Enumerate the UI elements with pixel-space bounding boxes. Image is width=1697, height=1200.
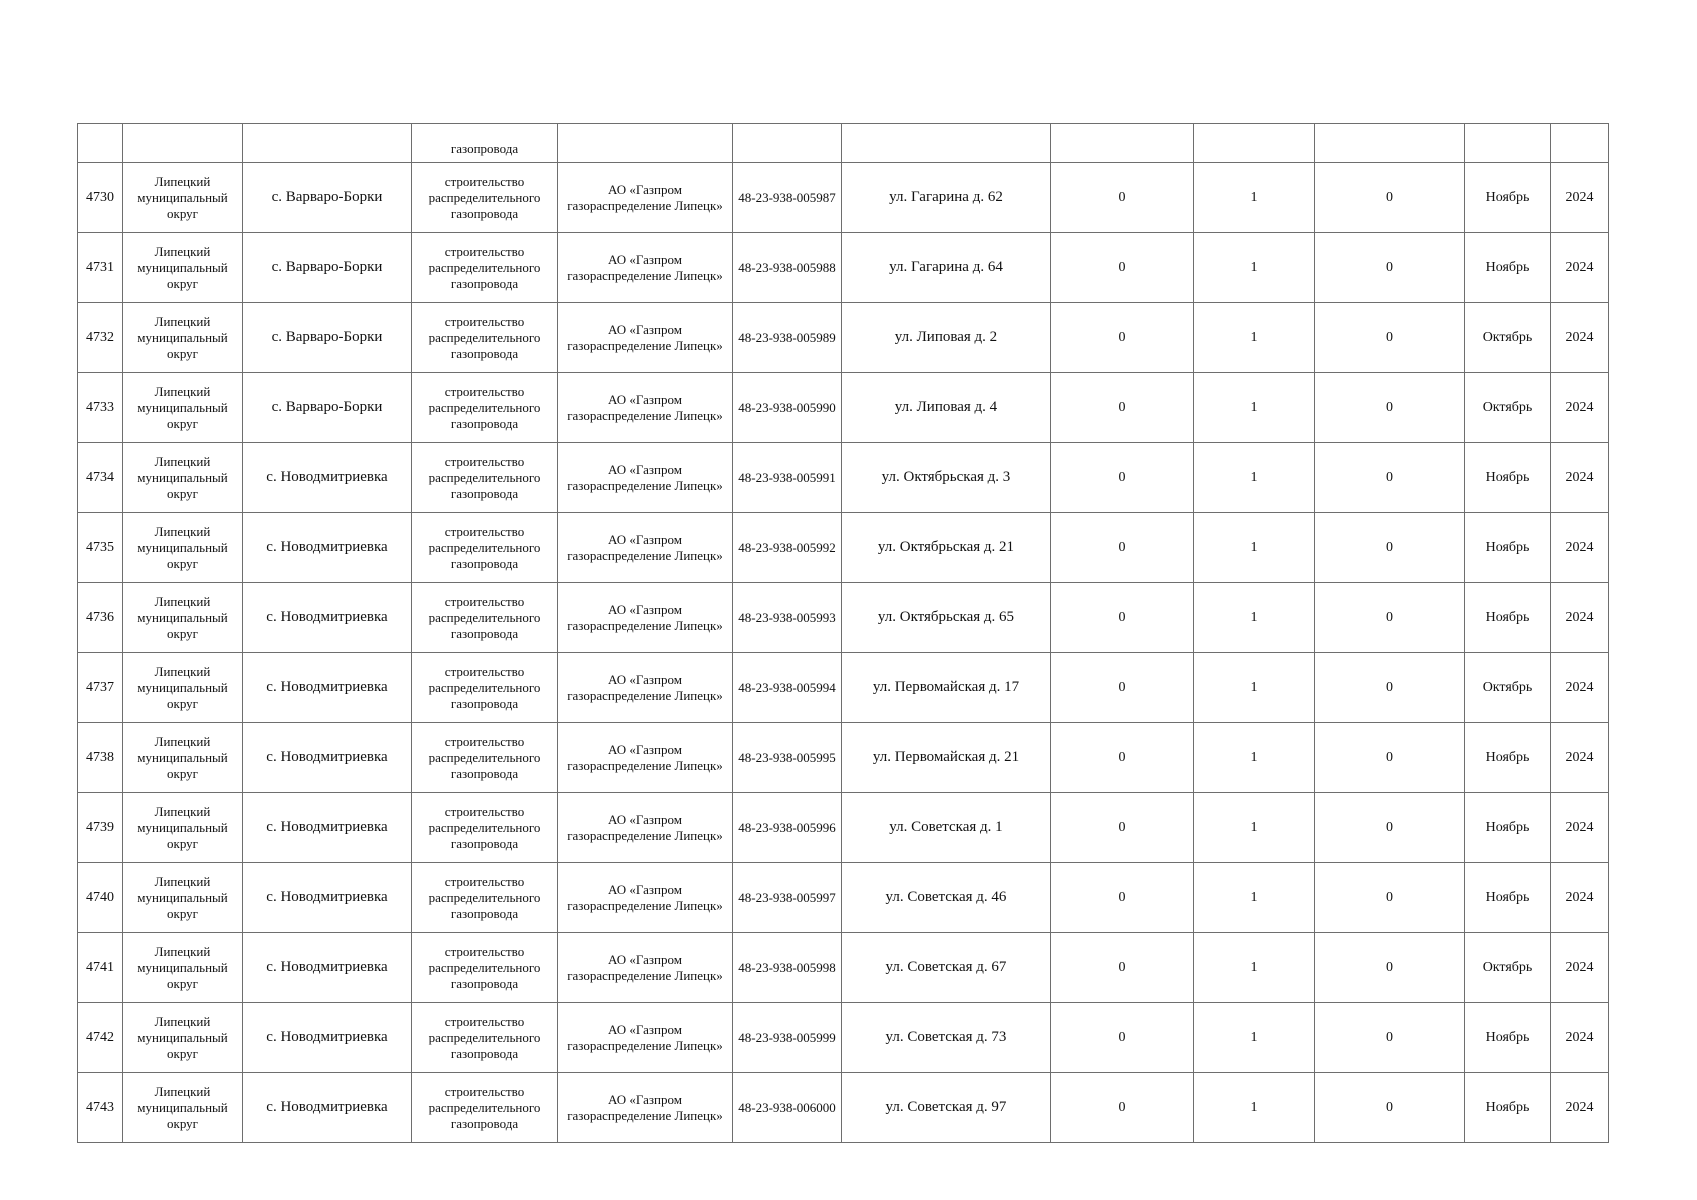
cell-value-1: 0 xyxy=(1051,163,1194,233)
cell-code: 48-23-938-005992 xyxy=(733,513,842,583)
cell-value-2 xyxy=(1194,124,1315,163)
cell-value-1: 0 xyxy=(1051,583,1194,653)
cell-address: ул. Октябрьская д. 21 xyxy=(842,513,1051,583)
cell-value-3: 0 xyxy=(1315,443,1465,513)
cell-code: 48-23-938-005989 xyxy=(733,303,842,373)
cell-settlement: с. Новодмитриевка xyxy=(243,933,412,1003)
cell-year: 2024 xyxy=(1551,723,1609,793)
cell-address: ул. Липовая д. 2 xyxy=(842,303,1051,373)
cell-value-3: 0 xyxy=(1315,163,1465,233)
cell-value-3: 0 xyxy=(1315,303,1465,373)
cell-district: Липецкий муниципальный округ xyxy=(123,933,243,1003)
cell-address: ул. Октябрьская д. 3 xyxy=(842,443,1051,513)
cell-no: 4730 xyxy=(78,163,123,233)
cell-settlement: с. Новодмитриевка xyxy=(243,793,412,863)
cell-value-1: 0 xyxy=(1051,233,1194,303)
cell-no: 4737 xyxy=(78,653,123,723)
cell-work-type: строительство распределительного газопровода xyxy=(412,1003,558,1073)
cell-value-1: 0 xyxy=(1051,653,1194,723)
cell-district xyxy=(123,124,243,163)
cell-organization xyxy=(558,124,733,163)
cell-value-1: 0 xyxy=(1051,513,1194,583)
cell-value-3 xyxy=(1315,124,1465,163)
table-row xyxy=(78,723,1609,793)
cell-value-3: 0 xyxy=(1315,373,1465,443)
cell-work-type: строительство распределительного газопровода xyxy=(412,513,558,583)
cell-work-type: строительство распределительного газопровода xyxy=(412,233,558,303)
cell-code: 48-23-938-005991 xyxy=(733,443,842,513)
cell-code: 48-23-938-005990 xyxy=(733,373,842,443)
cell-year: 2024 xyxy=(1551,583,1609,653)
cell-value-2: 1 xyxy=(1194,793,1315,863)
cell-organization: АО «Газпром газораспределение Липецк» xyxy=(558,303,733,373)
cell-month: Октябрь xyxy=(1465,653,1551,723)
cell-value-1: 0 xyxy=(1051,443,1194,513)
cell-month: Ноябрь xyxy=(1465,793,1551,863)
cell-value-1: 0 xyxy=(1051,303,1194,373)
cell-settlement: с. Новодмитриевка xyxy=(243,1003,412,1073)
cell-organization: АО «Газпром газораспределение Липецк» xyxy=(558,863,733,933)
cell-address: ул. Советская д. 1 xyxy=(842,793,1051,863)
cell-organization: АО «Газпром газораспределение Липецк» xyxy=(558,933,733,1003)
table-row xyxy=(78,1003,1609,1073)
cell-year: 2024 xyxy=(1551,863,1609,933)
cell-settlement: с. Новодмитриевка xyxy=(243,723,412,793)
cell-year: 2024 xyxy=(1551,513,1609,583)
cell-value-2: 1 xyxy=(1194,1003,1315,1073)
cell-work-type: строительство распределительного газопровода xyxy=(412,583,558,653)
cell-year: 2024 xyxy=(1551,163,1609,233)
cell-work-type: строительство распределительного газопровода xyxy=(412,303,558,373)
cell-work-type: строительство распределительного газопровода xyxy=(412,163,558,233)
table-row xyxy=(78,653,1609,723)
cell-value-3: 0 xyxy=(1315,863,1465,933)
cell-value-1: 0 xyxy=(1051,1073,1194,1143)
cell-month: Октябрь xyxy=(1465,303,1551,373)
cell-year: 2024 xyxy=(1551,1003,1609,1073)
cell-organization: АО «Газпром газораспределение Липецк» xyxy=(558,1003,733,1073)
cell-district: Липецкий муниципальный округ xyxy=(123,863,243,933)
cell-settlement: с. Новодмитриевка xyxy=(243,1073,412,1143)
cell-month: Ноябрь xyxy=(1465,443,1551,513)
cell-settlement: с. Новодмитриевка xyxy=(243,863,412,933)
cell-organization: АО «Газпром газораспределение Липецк» xyxy=(558,163,733,233)
cell-value-1: 0 xyxy=(1051,373,1194,443)
cell-district: Липецкий муниципальный округ xyxy=(123,163,243,233)
cell-month: Октябрь xyxy=(1465,933,1551,1003)
cell-year: 2024 xyxy=(1551,443,1609,513)
cell-value-3: 0 xyxy=(1315,653,1465,723)
cell-code: 48-23-938-005998 xyxy=(733,933,842,1003)
cell-organization: АО «Газпром газораспределение Липецк» xyxy=(558,443,733,513)
cell-district: Липецкий муниципальный округ xyxy=(123,303,243,373)
cell-district: Липецкий муниципальный округ xyxy=(123,583,243,653)
table-row xyxy=(78,793,1609,863)
table-row xyxy=(78,583,1609,653)
cell-year: 2024 xyxy=(1551,793,1609,863)
cell-address: ул. Первомайская д. 21 xyxy=(842,723,1051,793)
cell-organization: АО «Газпром газораспределение Липецк» xyxy=(558,373,733,443)
cell-month: Ноябрь xyxy=(1465,1003,1551,1073)
cell-value-2: 1 xyxy=(1194,723,1315,793)
cell-year: 2024 xyxy=(1551,653,1609,723)
cell-month: Ноябрь xyxy=(1465,583,1551,653)
cell-value-2: 1 xyxy=(1194,163,1315,233)
cell-organization: АО «Газпром газораспределение Липецк» xyxy=(558,723,733,793)
cell-code: 48-23-938-005995 xyxy=(733,723,842,793)
cell-organization: АО «Газпром газораспределение Липецк» xyxy=(558,1073,733,1143)
cell-value-2: 1 xyxy=(1194,233,1315,303)
cell-work-type: строительство распределительного газопровода xyxy=(412,793,558,863)
cell-settlement: с. Варваро-Борки xyxy=(243,303,412,373)
cell-no: 4743 xyxy=(78,1073,123,1143)
cell-district: Липецкий муниципальный округ xyxy=(123,793,243,863)
cell-year: 2024 xyxy=(1551,373,1609,443)
cell-work-type: строительство распределительного газопровода xyxy=(412,863,558,933)
cell-district: Липецкий муниципальный округ xyxy=(123,513,243,583)
cell-no: 4735 xyxy=(78,513,123,583)
cell-no: 4739 xyxy=(78,793,123,863)
cell-code: 48-23-938-005988 xyxy=(733,233,842,303)
cell-no: 4731 xyxy=(78,233,123,303)
cell-organization: АО «Газпром газораспределение Липецк» xyxy=(558,653,733,723)
cell-organization: АО «Газпром газораспределение Липецк» xyxy=(558,793,733,863)
cell-year xyxy=(1551,124,1609,163)
cell-no: 4740 xyxy=(78,863,123,933)
cell-organization: АО «Газпром газораспределение Липецк» xyxy=(558,583,733,653)
cell-value-3: 0 xyxy=(1315,1003,1465,1073)
cell-address xyxy=(842,124,1051,163)
cell-address: ул. Гагарина д. 64 xyxy=(842,233,1051,303)
cell-value-3: 0 xyxy=(1315,723,1465,793)
table-row xyxy=(78,303,1609,373)
cell-month: Ноябрь xyxy=(1465,163,1551,233)
cell-work-type: строительство распределительного газопровода xyxy=(412,443,558,513)
cell-settlement: с. Варваро-Борки xyxy=(243,373,412,443)
cell-value-1: 0 xyxy=(1051,933,1194,1003)
cell-settlement: с. Новодмитриевка xyxy=(243,583,412,653)
table-row xyxy=(78,233,1609,303)
table-row xyxy=(78,863,1609,933)
cell-month: Ноябрь xyxy=(1465,513,1551,583)
cell-value-2: 1 xyxy=(1194,373,1315,443)
cell-value-2: 1 xyxy=(1194,303,1315,373)
cell-address: ул. Липовая д. 4 xyxy=(842,373,1051,443)
cell-year: 2024 xyxy=(1551,1073,1609,1143)
cell-month xyxy=(1465,124,1551,163)
cell-address: ул. Гагарина д. 62 xyxy=(842,163,1051,233)
cell-district: Липецкий муниципальный округ xyxy=(123,723,243,793)
cell-no: 4733 xyxy=(78,373,123,443)
cell-district: Липецкий муниципальный округ xyxy=(123,653,243,723)
cell-district: Липецкий муниципальный округ xyxy=(123,1073,243,1143)
cell-district: Липецкий муниципальный округ xyxy=(123,233,243,303)
cell-address: ул. Первомайская д. 17 xyxy=(842,653,1051,723)
cell-value-2: 1 xyxy=(1194,583,1315,653)
cell-value-3: 0 xyxy=(1315,583,1465,653)
cell-value-2: 1 xyxy=(1194,513,1315,583)
continuation-row xyxy=(78,124,1609,163)
table-row xyxy=(78,1073,1609,1143)
cell-value-3: 0 xyxy=(1315,513,1465,583)
cell-value-1: 0 xyxy=(1051,863,1194,933)
cell-code: 48-23-938-005994 xyxy=(733,653,842,723)
cell-value-2: 1 xyxy=(1194,933,1315,1003)
cell-district: Липецкий муниципальный округ xyxy=(123,1003,243,1073)
cell-no: 4734 xyxy=(78,443,123,513)
cell-code: 48-23-938-005996 xyxy=(733,793,842,863)
table-row xyxy=(78,373,1609,443)
cell-month: Ноябрь xyxy=(1465,233,1551,303)
table-body xyxy=(78,124,1609,1143)
cell-address: ул. Советская д. 67 xyxy=(842,933,1051,1003)
table-row xyxy=(78,443,1609,513)
cell-code: 48-23-938-005993 xyxy=(733,583,842,653)
cell-value-1: 0 xyxy=(1051,723,1194,793)
cell-organization: АО «Газпром газораспределение Липецк» xyxy=(558,233,733,303)
cell-no: 4742 xyxy=(78,1003,123,1073)
cell-work-type: газопровода xyxy=(412,124,558,163)
table-row xyxy=(78,933,1609,1003)
cell-code: 48-23-938-006000 xyxy=(733,1073,842,1143)
cell-code: 48-23-938-005997 xyxy=(733,863,842,933)
cell-month: Ноябрь xyxy=(1465,723,1551,793)
cell-work-type: строительство распределительного газопровода xyxy=(412,373,558,443)
cell-no: 4736 xyxy=(78,583,123,653)
cell-month: Ноябрь xyxy=(1465,1073,1551,1143)
cell-settlement: с. Варваро-Борки xyxy=(243,233,412,303)
cell-year: 2024 xyxy=(1551,933,1609,1003)
cell-no: 4738 xyxy=(78,723,123,793)
cell-work-type: строительство распределительного газопровода xyxy=(412,933,558,1003)
cell-value-2: 1 xyxy=(1194,653,1315,723)
cell-value-3: 0 xyxy=(1315,793,1465,863)
cell-no: 4741 xyxy=(78,933,123,1003)
table-row xyxy=(78,163,1609,233)
cell-address: ул. Октябрьская д. 65 xyxy=(842,583,1051,653)
cell-value-1 xyxy=(1051,124,1194,163)
cell-value-3: 0 xyxy=(1315,233,1465,303)
cell-code: 48-23-938-005999 xyxy=(733,1003,842,1073)
cell-address: ул. Советская д. 46 xyxy=(842,863,1051,933)
cell-value-3: 0 xyxy=(1315,1073,1465,1143)
cell-no xyxy=(78,124,123,163)
cell-no: 4732 xyxy=(78,303,123,373)
cell-work-type: строительство распределительного газопровода xyxy=(412,653,558,723)
cell-address: ул. Советская д. 97 xyxy=(842,1073,1051,1143)
cell-value-2: 1 xyxy=(1194,1073,1315,1143)
cell-settlement: с. Варваро-Борки xyxy=(243,163,412,233)
cell-organization: АО «Газпром газораспределение Липецк» xyxy=(558,513,733,583)
cell-settlement xyxy=(243,124,412,163)
cell-work-type: строительство распределительного газопровода xyxy=(412,1073,558,1143)
table-row xyxy=(78,513,1609,583)
cell-value-2: 1 xyxy=(1194,863,1315,933)
cell-settlement: с. Новодмитриевка xyxy=(243,443,412,513)
cell-settlement: с. Новодмитриевка xyxy=(243,653,412,723)
cell-code xyxy=(733,124,842,163)
cell-month: Октябрь xyxy=(1465,373,1551,443)
cell-settlement: с. Новодмитриевка xyxy=(243,513,412,583)
cell-code: 48-23-938-005987 xyxy=(733,163,842,233)
cell-year: 2024 xyxy=(1551,233,1609,303)
cell-value-1: 0 xyxy=(1051,793,1194,863)
cell-district: Липецкий муниципальный округ xyxy=(123,373,243,443)
cell-month: Ноябрь xyxy=(1465,863,1551,933)
cell-value-2: 1 xyxy=(1194,443,1315,513)
cell-year: 2024 xyxy=(1551,303,1609,373)
data-table xyxy=(77,123,1609,1143)
cell-work-type: строительство распределительного газопровода xyxy=(412,723,558,793)
cell-value-3: 0 xyxy=(1315,933,1465,1003)
cell-value-1: 0 xyxy=(1051,1003,1194,1073)
cell-address: ул. Советская д. 73 xyxy=(842,1003,1051,1073)
cell-district: Липецкий муниципальный округ xyxy=(123,443,243,513)
